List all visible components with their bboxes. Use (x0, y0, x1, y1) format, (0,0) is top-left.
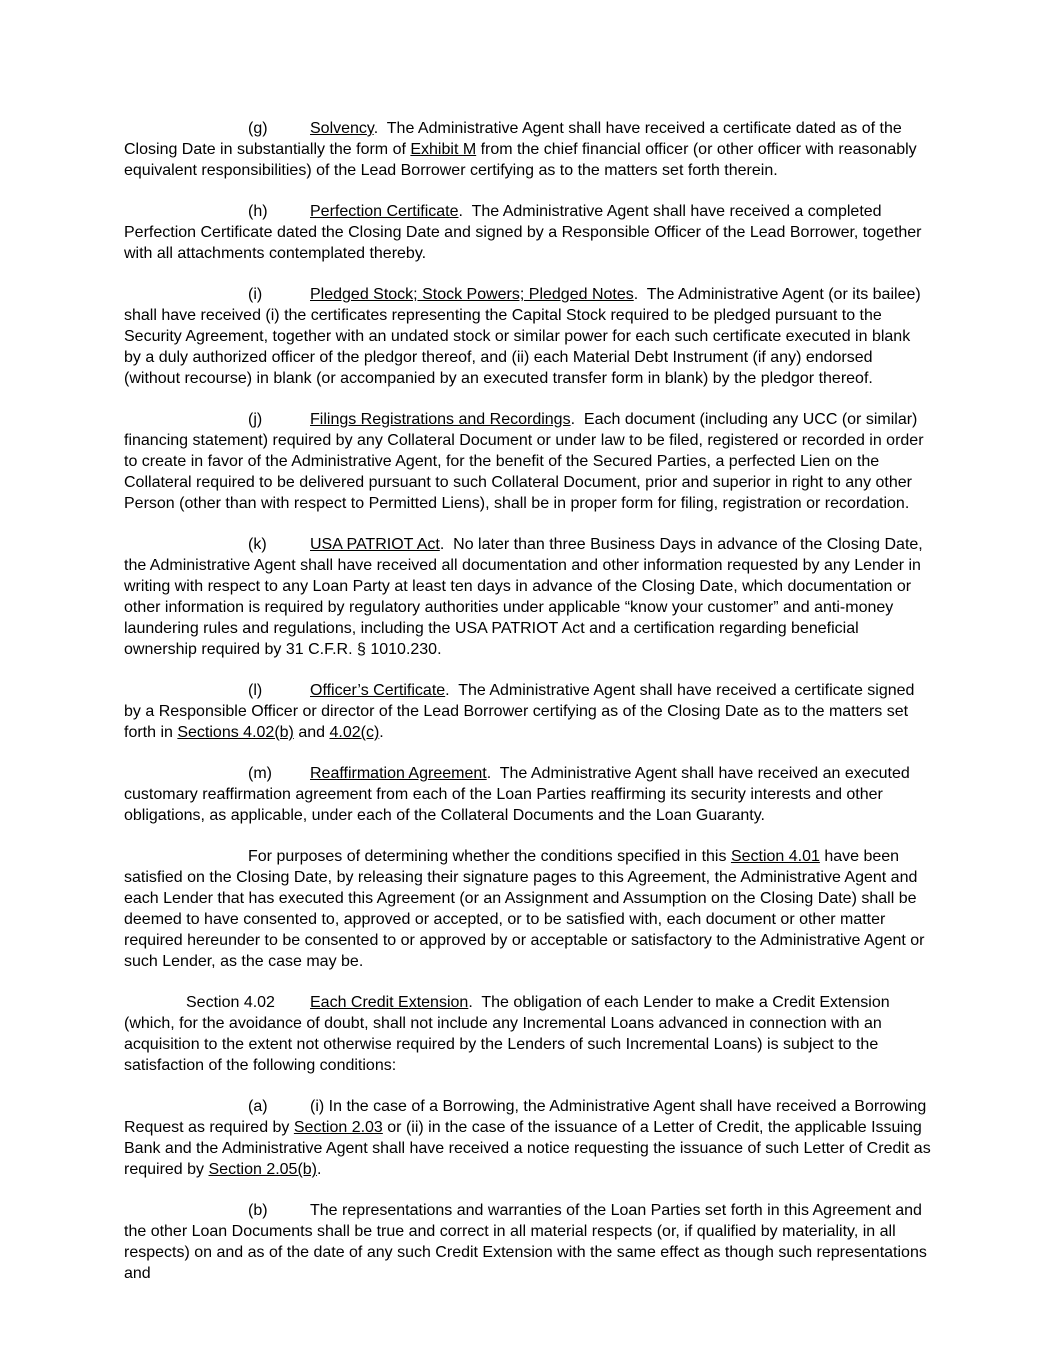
paragraph (124, 846, 931, 972)
underlined-text: Filings Registrations and Recordings (310, 411, 571, 428)
paragraph-label: (a) (248, 1098, 268, 1115)
text-run: . The Administrative Agent shall have received an executed customary reaffirmation agreement from each of the Loan Parties reaffirming its security interests and other obligations, as applicable, under each of the Collateral Documents and the Loan Guaranty. (124, 765, 915, 824)
paragraph-label: (b) (248, 1202, 268, 1219)
text-run: have been satisfied on the Closing Date, by releasing their signature pages to this Agreement, the Administrative Agent and each Lender that has executed this Agreement (or an Assignment and Assumption on the Closing Date) shall be deemed to have consented to, approved or accepted, or to be satisfied with, each document or other matter required hereunder to be consented to or approved by or acceptable or satisfactory to the Administrative Agent or such Lender, as the case may be. (124, 848, 929, 970)
underlined-text: Section 2.03 (293, 1119, 383, 1136)
paragraph (124, 118, 931, 181)
text-run: or (ii) in the case of the issuance of a Letter of Credit, the applicable Issuing Bank and the Administrative Agent shall have received a notice requesting the issuance of such Letter of Credit as required by (124, 1119, 936, 1178)
text-run: . The Administrative Agent (or its bailee) shall have received (i) the certificates representing the Capital Stock required to be pledged pursuant to the Security Agreement, together with an undated stock or similar power for each such certificate executed in blank by a duly authorized officer of the pledgor thereof, and (ii) each Material Debt Instrument (if any) endorsed (without recourse) in blank (or accompanied by an executed transfer form in blank) by the pledgor thereof. (124, 286, 926, 387)
underlined-text: Each Credit Extension (310, 994, 469, 1011)
paragraph (124, 1200, 931, 1284)
paragraph (124, 284, 931, 389)
paragraph (124, 763, 931, 826)
text-run: . The obligation of each Lender to make a Credit Extension (which, for the avoidance of doubt, shall not include any Incremental Loans advanced in connection with an acquisition to the extent not otherwise required by the Lenders of such Incremental Loans) is subject to the satisfaction of the following conditions: (124, 994, 895, 1074)
underlined-text: Reaffirmation Agreement (310, 765, 487, 782)
paragraph-label: (j) (248, 411, 263, 428)
paragraph-label: Section 4.02 (186, 994, 275, 1011)
underlined-text: Exhibit M (410, 141, 477, 158)
underlined-text: Officer’s Certificate (310, 682, 446, 699)
underlined-text: USA PATRIOT Act (310, 536, 440, 553)
paragraph-label: (k) (248, 536, 267, 553)
underlined-text: Perfection Certificate (310, 203, 459, 220)
underlined-text: Section 2.05(b) (208, 1161, 318, 1178)
underlined-text: Solvency (310, 120, 374, 137)
paragraph (124, 534, 931, 660)
paragraph-label: (h) (248, 203, 268, 220)
text-run: . The Administrative Agent shall have received a certificate dated as of the Closing Date in substantially the form of (124, 120, 907, 158)
paragraph (124, 680, 931, 743)
paragraph (124, 1096, 936, 1180)
text-run: . The Administrative Agent shall have received a completed Perfection Certificate dated the Closing Date and signed by a Responsible Officer of the Lead Borrower, together with all attachments contemplated thereby. (124, 203, 926, 262)
paragraph-label: (i) (248, 286, 263, 303)
paragraph (124, 992, 931, 1076)
paragraph-label: (l) (248, 682, 263, 699)
document-paragraphs (124, 118, 936, 1284)
underlined-text: Pledged Stock; Stock Powers; Pledged Notes (310, 286, 634, 303)
text-run: from the chief financial officer (or other officer with reasonably equivalent responsibilities) of the Lead Borrower certifying as to the matters set forth therein. (124, 141, 922, 179)
text-run: The representations and warranties of the Loan Parties set forth in this Agreement and the other Loan Documents shall be true and correct in all material respects (or, if qualified by materiality, in all respects) on and as of the date of any such Credit Extension with the same effect as though such representations and (124, 1202, 932, 1282)
text-run: . No later than three Business Days in advance of the Closing Date, the Administrative Agent shall have received all documentation and other information requested by any Lender in writing with respect to any Loan Party at least ten days in advance of the Closing Date, which documentation or other information is required by regulatory authorities under applicable “know your customer” and anti-money laundering rules and regulations, including the USA PATRIOT Act and a certification regarding beneficial ownership required by 31 C.F.R. § 1010.230. (124, 536, 928, 658)
paragraph-label: (g) (248, 120, 268, 137)
text-run: . (317, 1161, 322, 1178)
text-run: . The Administrative Agent shall have received a certificate signed by a Responsible Officer or director of the Lead Borrower certifying as of the Closing Date as to the matters set forth in (124, 682, 919, 741)
text-run: . (379, 724, 384, 741)
text-run: and (293, 724, 330, 741)
underlined-text: Section 4.01 (730, 848, 820, 865)
paragraph (124, 409, 931, 514)
text-run: . Each document (including any UCC (or similar) financing statement) required by any Collateral Document or under law to be filed, registered or recorded in order to create in favor of the Administrative Agent, for the benefit of the Secured Parties, a perfected Lien on the Collateral required to be delivered pursuant to such Collateral Document, prior and superior in right to any other Person (other than with respect to Permitted Liens), shall be in proper form for filing, registration or recordation. (124, 411, 928, 512)
text-run: (i) In the case of a Borrowing, the Administrative Agent shall have received a Borrowing Request as required by (124, 1098, 931, 1136)
paragraph (124, 201, 931, 264)
paragraph-label: (m) (248, 765, 272, 782)
underlined-text: Sections 4.02(b) (177, 724, 294, 741)
underlined-text: 4.02(c) (329, 724, 380, 741)
text-run: For purposes of determining whether the conditions specified in this (248, 848, 731, 865)
